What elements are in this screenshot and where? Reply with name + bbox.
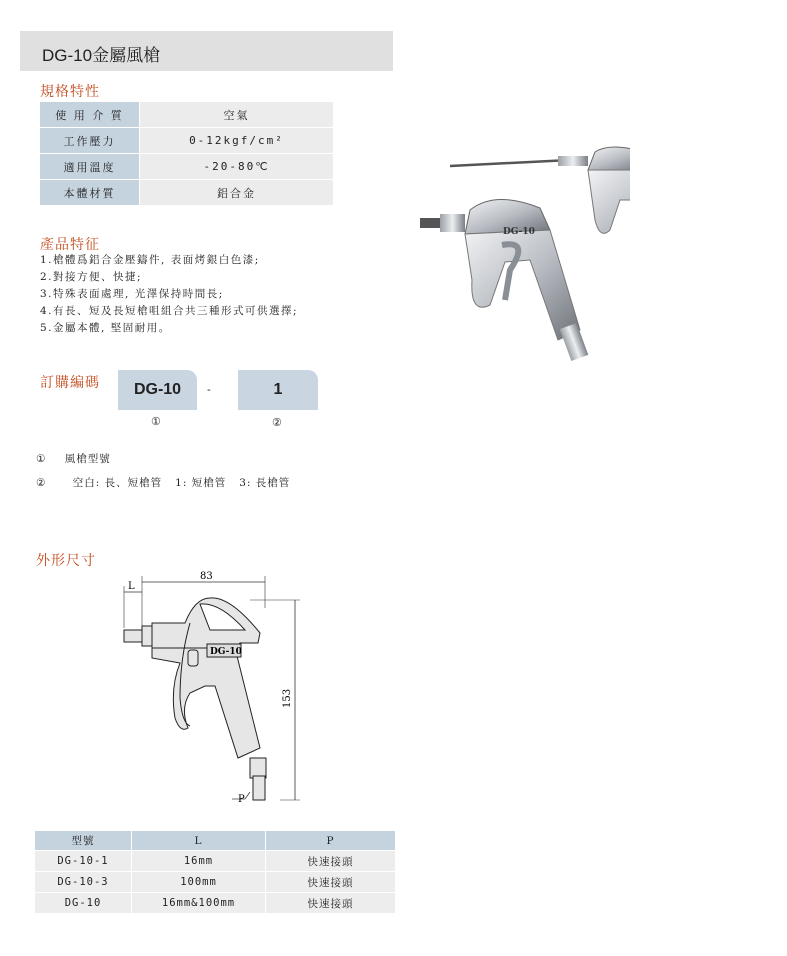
- spec-value: 鋁合金: [140, 180, 334, 206]
- page-title: DG-10金屬風槍: [42, 46, 161, 65]
- header-model: 型號: [35, 831, 132, 851]
- cell-model: DG-10-3: [35, 872, 132, 893]
- spec-label: 適用溫度: [40, 154, 140, 180]
- header-p: P: [266, 831, 396, 851]
- spec-row: [40, 180, 333, 206]
- p-label: P: [238, 794, 245, 805]
- width-label: 83: [200, 571, 213, 582]
- spec-row: [40, 154, 333, 180]
- spec-heading: 規格特性: [40, 84, 100, 100]
- order-mark-2: ②: [272, 416, 282, 429]
- features-list: [40, 252, 298, 337]
- model-table-header: [35, 831, 396, 851]
- header-l: L: [132, 831, 266, 851]
- spec-value: 空氣: [140, 102, 334, 128]
- cell-p: 快速接頭: [266, 851, 396, 872]
- height-label: 153: [282, 688, 293, 708]
- feature-item: 4.有長、短及長短槍咀組合共三種形式可供選擇;: [40, 305, 299, 317]
- cell-l: 16mm: [132, 851, 266, 872]
- dimension-drawing: [110, 568, 310, 808]
- legend-mark: ①: [36, 453, 47, 465]
- feature-item: 1.槍體爲鋁合金壓鑄件, 表面烤銀白色漆;: [40, 254, 260, 266]
- order-mark-1: ①: [151, 415, 161, 428]
- title-bar: [20, 31, 393, 71]
- cell-l: 100mm: [132, 872, 266, 893]
- order-code-suffix: 1: [238, 370, 318, 410]
- spec-row: [40, 128, 333, 154]
- gun-label: DG-10: [210, 647, 242, 657]
- cell-p: 快速接頭: [266, 893, 396, 914]
- l-label: L: [128, 581, 135, 592]
- spec-label: 本體材質: [40, 180, 140, 206]
- feature-item: 2.對接方便、快捷;: [40, 271, 143, 283]
- cell-l: 16mm&100mm: [132, 893, 266, 914]
- cell-p: 快速接頭: [266, 872, 396, 893]
- order-code-model: DG-10: [118, 370, 197, 410]
- legend-text: 空白: 長、短槍管 1: 短槍管 3: 長槍管: [72, 477, 291, 489]
- order-dash: -: [207, 383, 211, 396]
- spec-table: [40, 102, 333, 206]
- cell-model: DG-10-1: [35, 851, 132, 872]
- spec-label: 工作壓力: [40, 128, 140, 154]
- feature-item: 3.特殊表面處理, 光澤保持時間長;: [40, 288, 224, 300]
- photo-label: DG-10: [503, 227, 535, 237]
- cell-model: DG-10: [35, 893, 132, 914]
- legend-mark: ②: [36, 477, 47, 489]
- spec-value: -20-80℃: [140, 154, 334, 180]
- table-row: [35, 893, 396, 914]
- gun-short-photo: [420, 199, 588, 361]
- legend-model: [36, 451, 111, 466]
- dimensions-heading: 外形尺寸: [36, 553, 96, 569]
- feature-item: 5.金屬本體, 堅固耐用。: [40, 322, 171, 334]
- table-row: [35, 872, 396, 893]
- spec-row: [40, 102, 333, 128]
- table-row: [35, 851, 396, 872]
- features-heading: 產品特征: [40, 237, 100, 253]
- product-photo: [410, 130, 630, 380]
- spec-label: 使 用 介 質: [40, 102, 140, 128]
- gun-outline: [124, 598, 266, 800]
- model-table: [35, 831, 396, 913]
- legend-pipe: [36, 475, 290, 490]
- spec-value: 0-12kgf/cm²: [140, 128, 334, 154]
- legend-text: 風槍型號: [64, 453, 111, 465]
- order-heading: 訂購編碼: [40, 375, 100, 391]
